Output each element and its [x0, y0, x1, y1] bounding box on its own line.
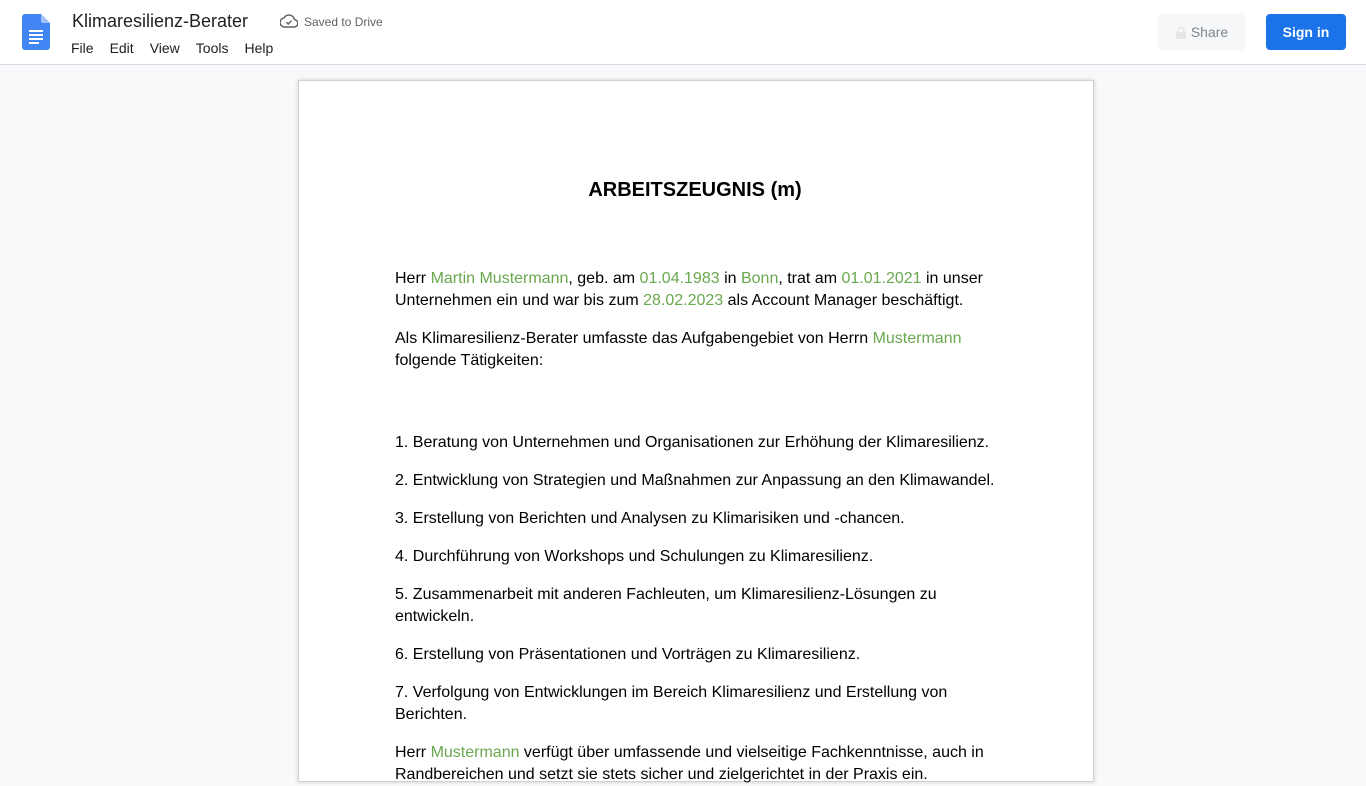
list-item: 1. Beratung von Unternehmen und Organisationen zur Erhöhung der Klimaresilienz.	[395, 434, 990, 451]
closing-paragraph: Herr Mustermann verfügt über umfassende und vielseitige Fachkenntnisse, auch in Randbereichen und setzt sie stets sicher und zielgerichtet in der Praxis ein.	[395, 744, 984, 783]
document-heading: ARBEITSZEUGNIS (m)	[588, 179, 802, 201]
list-item: 7. Verfolgung von Entwicklungen im Bereich Klimaresilienz und Erstellung von Berichten.	[395, 684, 948, 723]
menu-file[interactable]: File	[71, 40, 94, 56]
top-bar	[0, 0, 1366, 65]
share-button[interactable]	[1158, 14, 1245, 50]
list-item: 4. Durchführung von Workshops und Schulungen zu Klimaresilienz.	[395, 548, 874, 565]
start-date: 01.01.2021	[841, 270, 922, 287]
list-item: 2. Entwicklung von Strategien und Maßnahmen zur Anpassung an den Klimawandel.	[395, 472, 995, 489]
list-item: 3. Erstellung von Berichten und Analysen zu Klimarisiken und -chancen.	[395, 510, 905, 527]
document-title[interactable]: Klimaresilienz-Berater	[72, 11, 249, 31]
document-page	[299, 81, 1093, 781]
menu-help[interactable]: Help	[244, 40, 274, 56]
lock-icon	[1175, 26, 1187, 38]
share-button-label: Share	[1190, 24, 1229, 40]
intro-paragraph: Herr Martin Mustermann, geb. am 01.04.1983 in Bonn, trat am 01.01.2021 in unser Unternehmen ein und war bis zum 28.02.2023 als Account Manager beschäftigt.	[395, 270, 983, 309]
employee-surname: Mustermann	[872, 330, 962, 347]
menu-bar	[63, 38, 281, 58]
cloud-done-icon	[280, 14, 298, 31]
birth-date: 01.04.1983	[639, 270, 720, 287]
sign-in-button[interactable]: Sign in	[1266, 14, 1346, 50]
duties-intro-paragraph: Als Klimaresilienz-Berater umfasste das Aufgabengebiet von Herrn Mustermann folgende Tätigkeiten:	[395, 330, 962, 369]
menu-tools[interactable]: Tools	[195, 40, 229, 56]
save-status-label: Saved to Drive	[304, 15, 383, 29]
menu-view[interactable]: View	[149, 40, 180, 56]
save-status[interactable]	[280, 14, 383, 30]
birth-place: Bonn	[740, 270, 779, 287]
list-item: 5. Zusammenarbeit mit anderen Fachleuten, um Klimaresilienz-Lösungen zu entwickeln.	[395, 586, 937, 625]
duties-list	[395, 432, 995, 726]
google-docs-icon[interactable]	[22, 14, 50, 50]
menu-edit[interactable]: Edit	[109, 40, 134, 56]
document-body	[395, 176, 995, 786]
end-date: 28.02.2023	[643, 292, 724, 309]
employee-name: Martin Mustermann	[430, 270, 569, 287]
employee-surname: Mustermann	[430, 744, 520, 761]
list-item: 6. Erstellung von Präsentationen und Vorträgen zu Klimaresilienz.	[395, 646, 861, 663]
